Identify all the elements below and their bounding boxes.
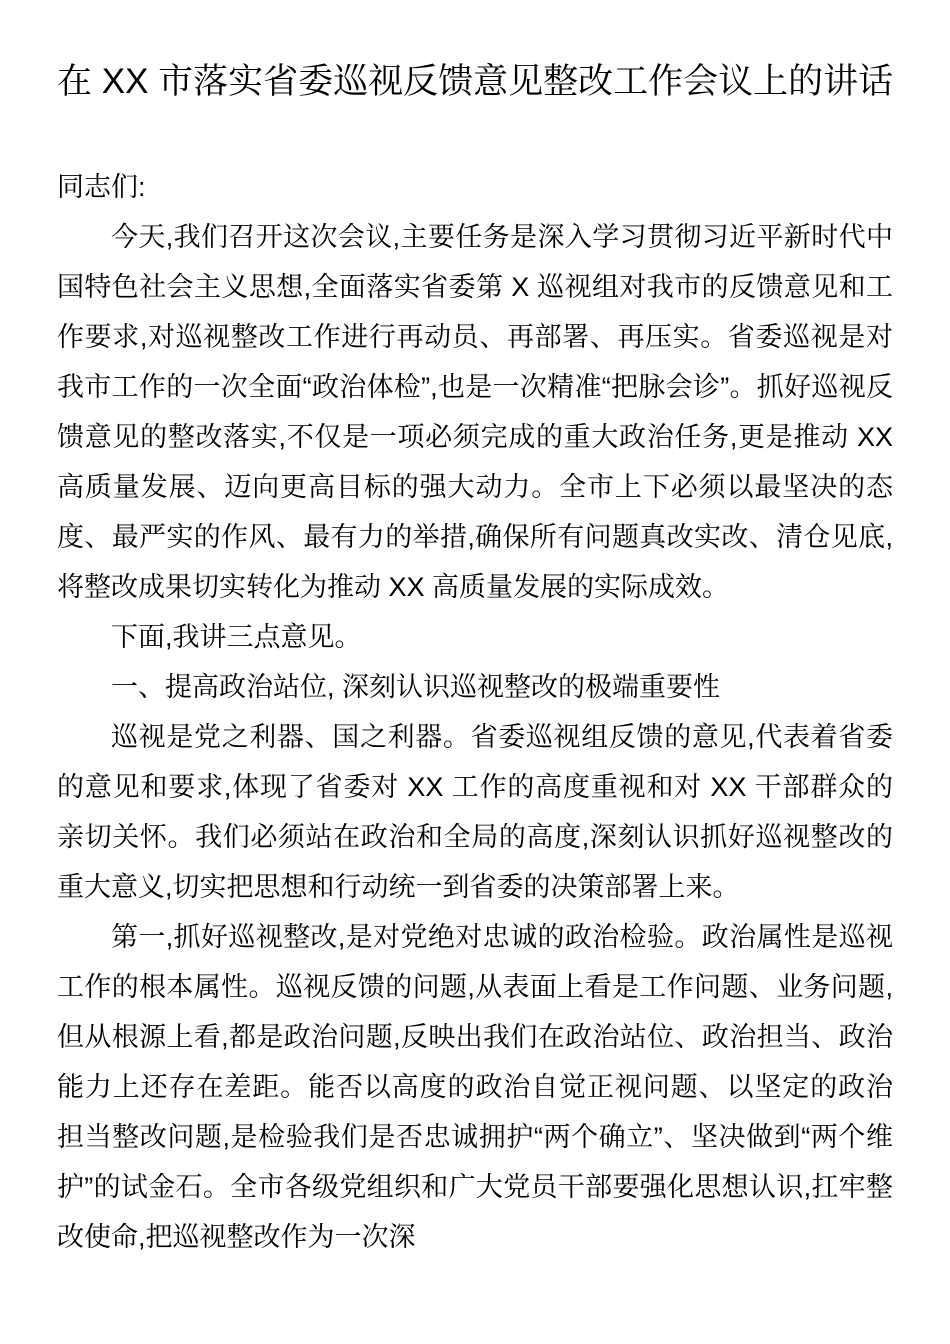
paragraph-transition: 下面,我讲三点意见。 <box>111 622 362 652</box>
salutation: 同志们: <box>57 172 146 202</box>
paragraph-section1-intro: 巡视是党之利器、国之利器。省委巡视组反馈的意见,代表着省委的意见和要求,体现了省委对 XX 工作的高度重视和对 XX 干部群众的亲切关怀。我们必须站在政治和全局的高度,深刻认识抓好巡视整改的重大意义,切实把思想和行动统一到省委的决策部署上来。 <box>57 722 893 902</box>
document-title: 在 XX 市落实省委巡视反馈意见整改工作会议上的讲话 <box>57 62 894 101</box>
section-heading-1: 一、提高政治站位, 深刻认识巡视整改的极端重要性 <box>111 672 721 702</box>
paragraph-point-first: 第一,抓好巡视整改,是对党绝对忠诚的政治检验。政治属性是巡视工作的根本属性。巡视反馈的问题,从表面上看是工作问题、业务问题,但从根源上看,都是政治问题,反映出我们在政治站位、政治担当、政治能力上还存在差距。能否以高度的政治自觉正视问题、以坚定的政治担当整改问题,是检验我们是否忠诚拥护“两个确立”、坚决做到“两个维护”的试金石。全市各级党组织和广大党员干部要强化思想认识,扛牢整改使命,把巡视整改作为一次深 <box>57 922 893 1252</box>
paragraph-opening: 今天,我们召开这次会议,主要任务是深入学习贯彻习近平新时代中国特色社会主义思想,全面落实省委第 X 巡视组对我市的反馈意见和工作要求,对巡视整改工作进行再动员、再部署、再压实。省委巡视是对我市工作的一次全面“政治体检”,也是一次精准“把脉会诊”。抓好巡视反馈意见的整改落实,不仅是一项必须完成的重大政治任务,更是推动 XX 高质量发展、迈向更高目标的强大动力。全市上下必须以最坚决的态度、最严实的作风、最有力的举措,确保所有问题真改实改、清仓见底,将整改成果切实转化为推动 XX 高质量发展的实际成效。 <box>57 222 893 602</box>
